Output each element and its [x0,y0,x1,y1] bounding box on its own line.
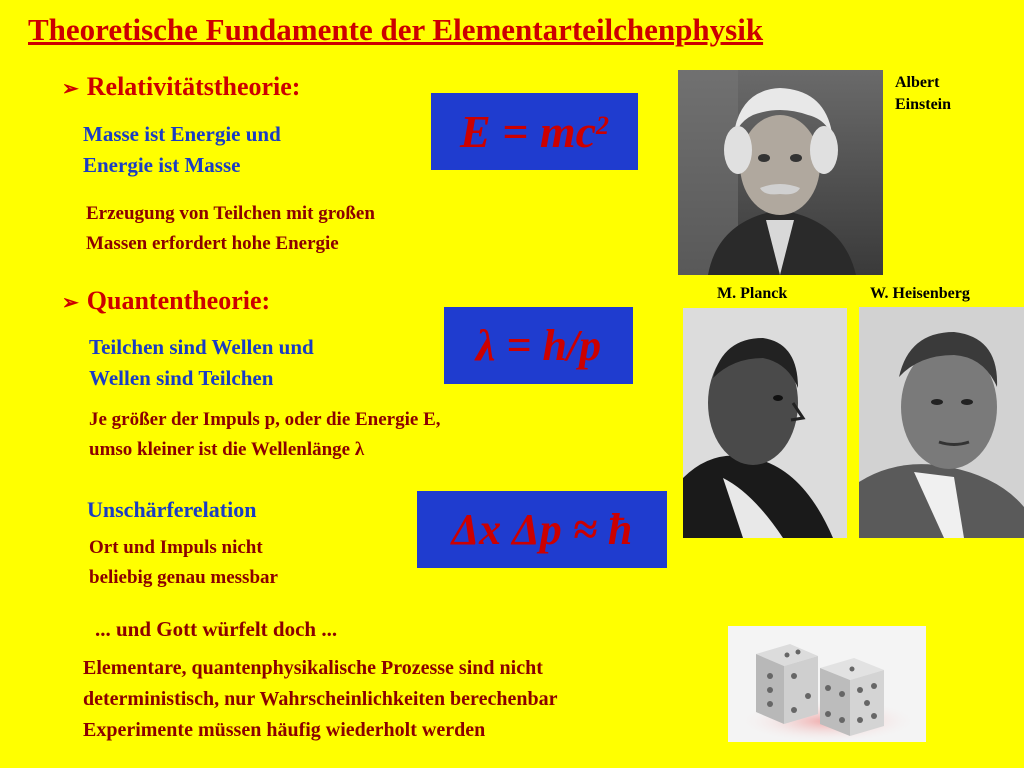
caption-line: Albert [895,74,940,91]
formula-uncertainty-text: Δx Δp ≈ ħ [451,505,633,554]
dice-image [728,626,926,742]
uncertainty-heading: Unschärferelation [87,497,257,522]
arrow-bullet-icon: ➢ [62,78,79,100]
quantum-heading: Quantentheorie: [86,286,271,315]
formula-emc2 [431,93,638,170]
relativity-heading: Relativitätstheorie: [86,72,301,101]
bullet-quantum [62,286,270,316]
einstein-portrait-image [678,70,883,275]
god-heading: ... und Gott würfelt doch ... [95,617,338,641]
uncertainty-red-text [89,533,278,593]
heisenberg-caption: W. Heisenberg [870,285,970,302]
heisenberg-portrait-image [859,307,1024,538]
formula-de-broglie [444,307,633,384]
formula-de-broglie-text: λ = h/p [475,321,602,370]
bullet-relativity [62,72,300,102]
planck-caption: M. Planck [717,285,788,302]
planck-photo [683,308,847,538]
relativity-blue-text [83,119,281,181]
quantum-red-text [89,405,441,465]
text-line: Teilchen sind Wellen und [89,335,314,359]
text-line: deterministisch, nur Wahrscheinlichkeiten berechenbar [83,688,558,710]
planck-portrait-image [683,308,847,538]
text-line: umso kleiner ist die Wellenlänge λ [89,439,365,460]
text-line: Erzeugung von Teilchen mit großen [86,203,375,224]
text-line: Ort und Impuls nicht [89,537,263,558]
formula-emc2-exponent: 2 [596,110,610,140]
text-line: Experimente müssen häufig wiederholt werden [83,719,486,741]
dice-icon [728,626,926,742]
text-line: Wellen sind Teilchen [89,366,274,390]
text-line: Masse ist Energie und [83,122,281,146]
text-line: Je größer der Impuls p, oder die Energie E, [89,409,441,430]
relativity-red-text [86,199,375,259]
caption-line: Einstein [895,96,952,113]
text-line: beliebig genau messbar [89,567,278,588]
arrow-bullet-icon: ➢ [62,292,79,314]
heisenberg-photo [859,307,1024,538]
einstein-caption [895,72,951,116]
formula-emc2-text: E = mc [459,106,597,157]
text-line: Elementare, quantenphysikalische Prozesse sind nicht [83,657,543,679]
formula-uncertainty [417,491,667,568]
god-text [83,653,557,746]
text-line: Massen erfordert hohe Energie [86,233,339,254]
einstein-photo [678,70,883,275]
page-title: Theoretische Fundamente der Elementarteilchenphysik [28,12,764,47]
quantum-blue-text [89,332,314,394]
text-line: Energie ist Masse [83,153,241,177]
